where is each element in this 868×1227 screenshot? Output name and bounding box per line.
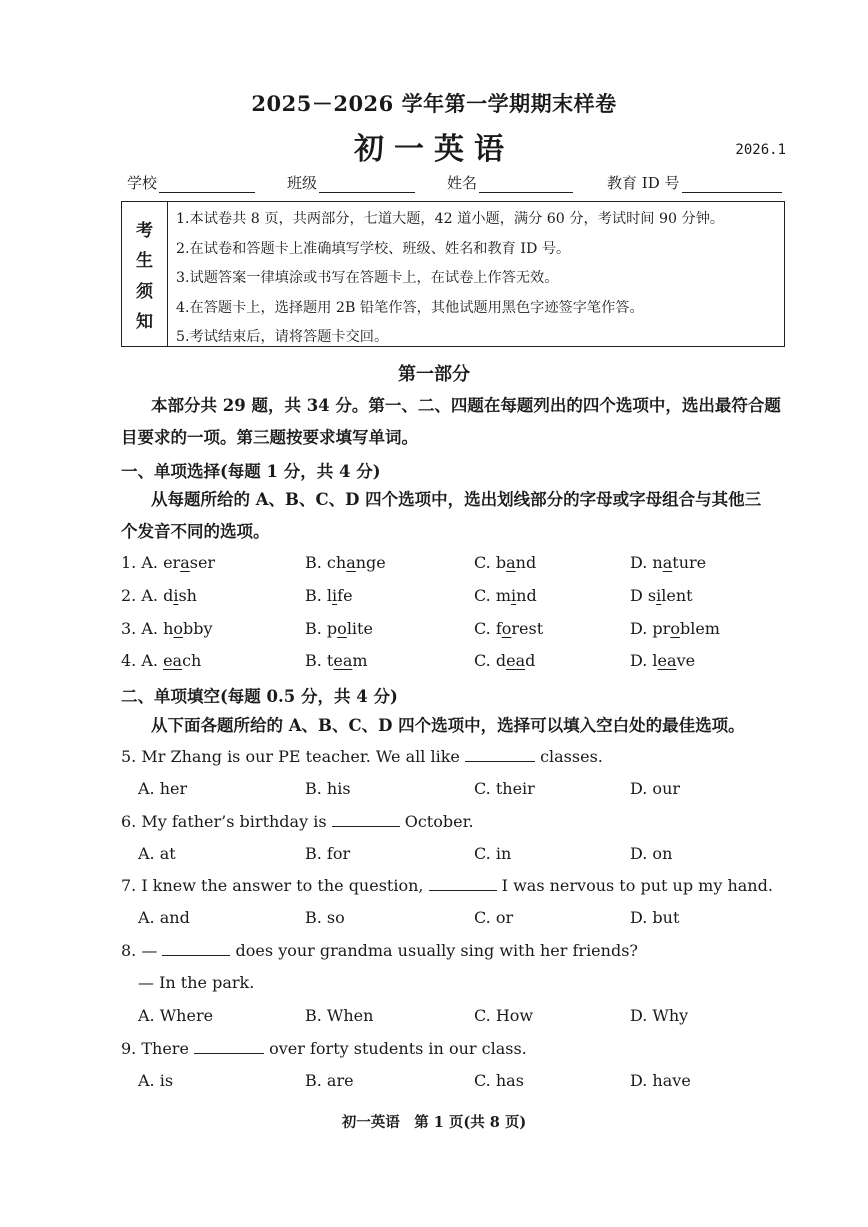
- option[interactable]: C. their: [474, 779, 535, 798]
- option[interactable]: C. band: [474, 553, 537, 572]
- notice-item: 3.试题答案一律填涂或书写在答题卡上，在试卷上作答无效。: [176, 270, 559, 286]
- question-6-stem: [121, 812, 474, 831]
- option[interactable]: 4. A. each: [121, 651, 202, 670]
- option[interactable]: C. in: [474, 844, 512, 863]
- question-1: [121, 553, 801, 577]
- answer-blank[interactable]: [465, 747, 535, 762]
- notice-label-char: 知: [136, 312, 153, 333]
- edu-id-blank[interactable]: [682, 175, 782, 193]
- part-one-title: 第一部分: [398, 364, 470, 385]
- option[interactable]: C. has: [474, 1071, 524, 1090]
- notice-label-char: 须: [136, 281, 153, 302]
- option[interactable]: C. mind: [474, 586, 537, 605]
- option[interactable]: B. polite: [305, 619, 373, 638]
- question-6-options: [138, 844, 818, 868]
- stem-text: October.: [404, 812, 474, 831]
- option[interactable]: D. leave: [630, 651, 696, 670]
- option[interactable]: D. have: [630, 1071, 691, 1090]
- option[interactable]: B. his: [305, 779, 351, 798]
- stem-text: I was nervous to put up my hand.: [501, 876, 773, 895]
- stem-text: over forty students in our class.: [269, 1039, 527, 1058]
- option[interactable]: B. change: [305, 553, 386, 572]
- name-blank[interactable]: [479, 175, 573, 193]
- question-8-options: [138, 1006, 818, 1030]
- question-9-options: [138, 1071, 818, 1095]
- edu-id-label: 教育 ID 号: [607, 174, 680, 192]
- option[interactable]: A. her: [138, 779, 188, 798]
- option[interactable]: 3. A. hobby: [121, 619, 213, 638]
- answer-blank[interactable]: [429, 876, 497, 891]
- stem-text: 6. My father’s birthday is: [121, 812, 327, 831]
- notice-items: [176, 205, 780, 353]
- name-field: [447, 172, 573, 193]
- notice-item: 4.在答题卡上，选择题用 2B 铅笔作答，其他试题用黑色字迹签字笔作答。: [176, 299, 644, 316]
- question-8-stem: [121, 941, 638, 960]
- notice-label: [122, 202, 168, 346]
- notice-item: 2.在试卷和答题卡上准确填写学校、班级、姓名和教育 ID 号。: [176, 240, 571, 257]
- option[interactable]: A. is: [138, 1071, 174, 1090]
- stem-text: 8. —: [121, 941, 158, 960]
- notice-item: 1.本试卷共 8 页，共两部分，七道大题，42 道小题，满分 60 分，考试时间 90 分钟。: [176, 211, 725, 227]
- exam-notice-box: [121, 201, 785, 347]
- option[interactable]: D silent: [630, 586, 693, 605]
- school-label: 学校: [127, 174, 158, 192]
- class-blank[interactable]: [319, 175, 415, 193]
- option[interactable]: B. are: [305, 1071, 354, 1090]
- school-field: [127, 172, 255, 193]
- option[interactable]: C. or: [474, 908, 514, 927]
- student-info-row: [127, 172, 787, 194]
- notice-label-char: 生: [136, 251, 153, 272]
- subject-title: 初一英语: [354, 132, 514, 167]
- option[interactable]: D. our: [630, 779, 681, 798]
- section-one-heading: 一、单项选择(每题 1 分，共 4 分): [121, 462, 381, 481]
- answer-blank[interactable]: [332, 812, 400, 827]
- stem-text: 9. There: [121, 1039, 189, 1058]
- option[interactable]: 1. A. eraser: [121, 553, 216, 572]
- notice-item: 5.考试结束后，请将答题卡交回。: [176, 329, 389, 345]
- option[interactable]: A. at: [138, 844, 176, 863]
- option[interactable]: B. so: [305, 908, 345, 927]
- option[interactable]: B. life: [305, 586, 353, 605]
- question-5-options: [138, 779, 818, 803]
- question-3: [121, 619, 801, 643]
- option[interactable]: B. team: [305, 651, 368, 670]
- intro-line: 目要求的一项。第三题按要求填写单词。: [121, 428, 418, 447]
- stem-text: 7. I knew the answer to the question,: [121, 876, 424, 895]
- option[interactable]: D. Why: [630, 1006, 689, 1025]
- option[interactable]: C. How: [474, 1006, 534, 1025]
- instr-line: 从下面各题所给的 A、B、C、D 四个选项中，选择可以填入空白处的最佳选项。: [151, 716, 745, 735]
- option[interactable]: B. for: [305, 844, 351, 863]
- class-label: 班级: [287, 174, 318, 192]
- stem-text: does your grandma usually sing with her friends?: [235, 941, 638, 960]
- part-one-intro: [121, 390, 791, 454]
- question-4: [121, 651, 801, 675]
- answer-blank[interactable]: [194, 1039, 264, 1054]
- class-field: [287, 172, 415, 193]
- question-9-stem: [121, 1039, 527, 1058]
- page-footer: 初一英语 第 1 页(共 8 页): [341, 1114, 527, 1131]
- stem-text: 5. Mr Zhang is our PE teacher. We all like: [121, 747, 460, 766]
- notice-label-char: 考: [136, 220, 153, 241]
- question-7-stem: [121, 876, 773, 895]
- option[interactable]: 2. A. dish: [121, 586, 197, 605]
- option[interactable]: D. on: [630, 844, 673, 863]
- exam-date: 2026.1: [735, 142, 786, 158]
- option[interactable]: A. and: [138, 908, 190, 927]
- school-blank[interactable]: [159, 175, 255, 193]
- question-5-stem: [121, 747, 603, 766]
- option[interactable]: C. dead: [474, 651, 536, 670]
- name-label: 姓名: [447, 174, 478, 192]
- instr-line: 从每题所给的 A、B、C、D 四个选项中，选出划线部分的字母或字母组合与其他三: [151, 490, 762, 509]
- section-two-instructions: [121, 710, 791, 742]
- answer-blank[interactable]: [162, 941, 230, 956]
- question-2: [121, 586, 801, 610]
- edu-id-field: [607, 172, 782, 193]
- option[interactable]: C. forest: [474, 619, 544, 638]
- option[interactable]: D. problem: [630, 619, 720, 638]
- option[interactable]: D. but: [630, 908, 680, 927]
- exam-title: 2025－2026 学年第一学期期末样卷: [251, 91, 617, 116]
- option[interactable]: A. Where: [138, 1006, 214, 1025]
- section-one-instructions: [121, 484, 791, 548]
- section-two-heading: 二、单项填空(每题 0.5 分，共 4 分): [121, 687, 398, 706]
- option[interactable]: D. nature: [630, 553, 707, 572]
- stem-text: classes.: [540, 747, 603, 766]
- intro-line: 本部分共 29 题，共 34 分。第一、二、四题在每题列出的四个选项中，选出最符合题: [151, 396, 781, 415]
- instr-line: 个发音不同的选项。: [121, 522, 270, 541]
- question-7-options: [138, 908, 818, 932]
- question-8-reply: — In the park.: [138, 973, 255, 992]
- option[interactable]: B. When: [305, 1006, 374, 1025]
